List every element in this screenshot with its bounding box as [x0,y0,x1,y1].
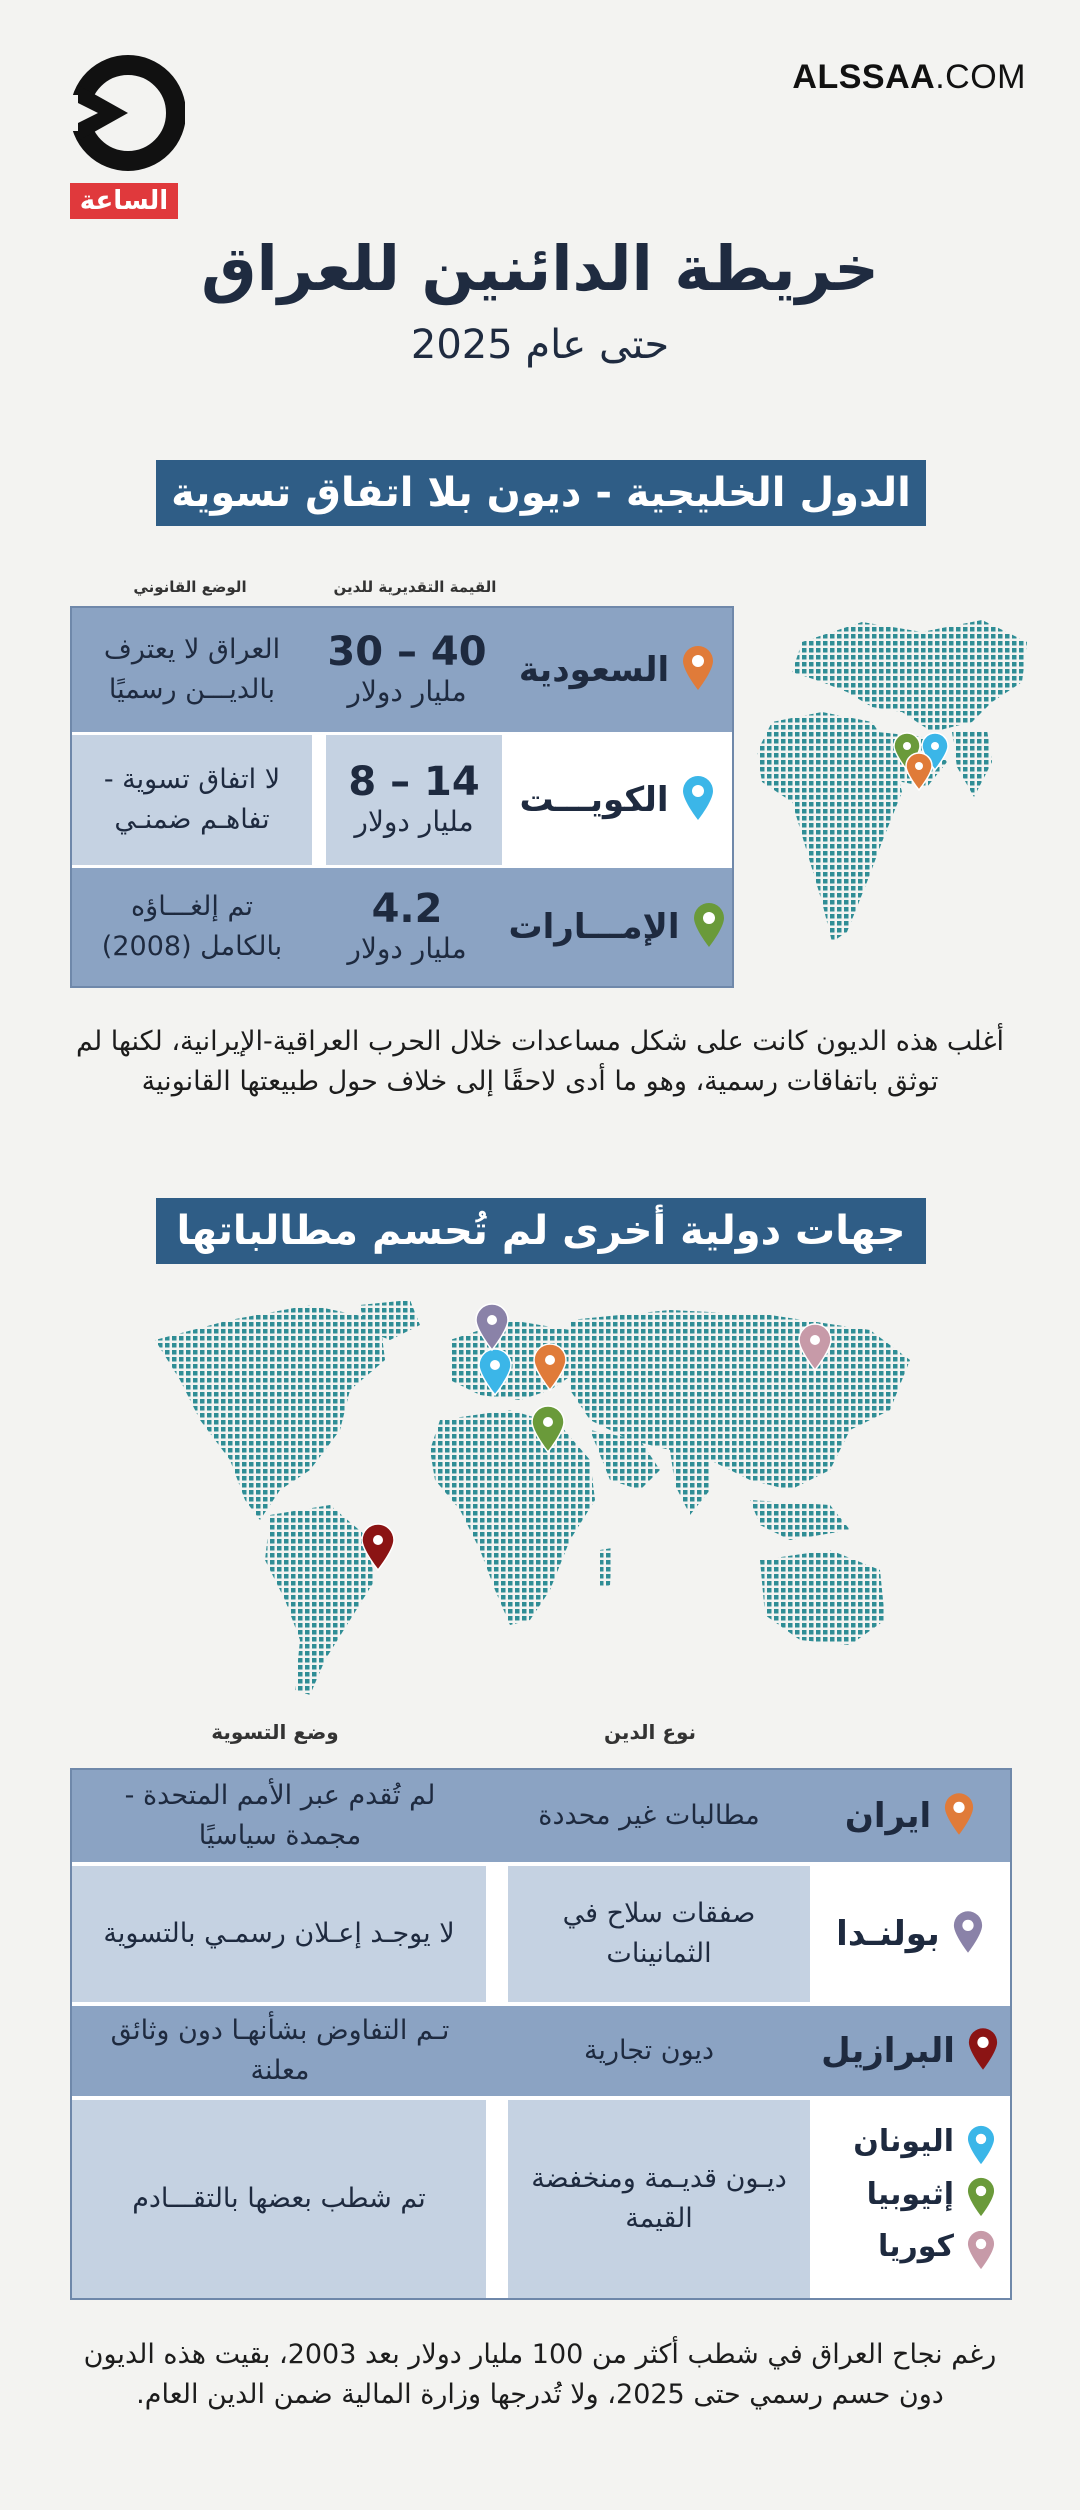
site-tld: .COM [935,58,1026,96]
col-head-type: نوع الدين [603,1720,697,1744]
status-cell [72,868,312,986]
type-cell [488,1770,810,1862]
world-map [150,1300,950,1700]
alssaa-logo[interactable] [70,55,185,220]
legal-status: العراق لا يعترف بالديـــن رسميًا [103,634,281,705]
page-title: خريطة الدائنين للعراق [201,232,879,305]
country-cell [810,2006,1010,2096]
map-pin-icon [681,775,715,825]
debt-type: ديـون قديـمة ومنخفضة القيمة [531,2163,787,2234]
country-name: إثيوبيا [866,2176,954,2212]
country-cell [502,608,732,732]
legal-status: لا اتفاق تسوية - تفاهـم ضمنـي [103,764,281,835]
country-name: بولنـدا [836,1914,940,1954]
country-name: اليونان [853,2124,954,2160]
logo-label: الساعة [70,183,178,219]
gulf-debt-table [70,606,734,988]
site-main: ALSSAA [792,58,936,96]
country-cell [810,1770,1010,1862]
map-pin-icon [692,902,726,952]
table-row [72,2006,1010,2096]
settlement-status: لا يوجـد إعـلان رسمـي بالتسوية [103,1918,455,1949]
debt-value: 4.2 [371,886,443,932]
site-url[interactable] [792,58,1026,97]
column-gap [486,2100,508,2298]
country-cell [502,868,732,986]
settlement-status: تـم التفاوض بشأنهـا دون وثائق معلنة [110,2015,450,2086]
country-entry [867,2177,996,2222]
settlement-status: لم تُقدم عبر الأمم المتحدة - مجمدة سياسيًا [124,1780,436,1851]
debt-type: مطالبات غير محددة [538,1800,760,1831]
map-pin-icon [966,2230,996,2274]
section1-banner: الدول الخليجية - ديون بلا اتفاق تسوية [156,460,926,526]
section2-note: رغم نجاح العراق في شطب أكثر من 100 مليار دولار بعد 2003، بقيت هذه الديون دون حسم رسمي حتى 2025، ولا تُدرجها وزارة المالية ضمن الدين العام. [83,2339,997,2410]
map-pin-icon [943,1792,975,1840]
column-gap [486,1866,508,2002]
map-pin-icon [966,2125,996,2169]
country-cell [810,1866,1010,2002]
debt-unit: مليار دولار [354,805,474,838]
country-entry [878,2229,996,2274]
section1-note: أغلب هذه الديون كانت على شكل مساعدات خلال الحرب العراقية-الإيرانية، لكنها لم توثق باتفاقات رسمية، وهو ما أدى لاحقًا إلى خلاف حول طبيعتها القانونية [76,1026,1004,1097]
map-pin-icon [681,645,715,695]
country-name: الكويـــت [519,780,669,820]
settlement-cell [72,1770,488,1862]
map-pin-icon [952,1910,984,1958]
table-row [72,1770,1010,1862]
country-cell [810,2100,1010,2298]
legal-status: تم إلغـــاؤه بالكامل (2008) [101,891,283,962]
status-cell [72,735,312,865]
column-gap [312,735,326,865]
value-cell [312,868,502,986]
table-row [72,2100,1010,2298]
settlement-status: تم شطب بعضها بالتقـــادم [132,2183,426,2214]
country-entry [853,2124,996,2169]
debt-type: صفقات سلاح في الثمانينات [562,1898,756,1969]
international-debt-table [70,1768,1012,2300]
section2-banner: جهات دولية أخرى لم تُحسم مطالباتها [156,1198,926,1264]
type-cell [508,1866,810,2002]
country-name: الإمـــارات [508,907,680,947]
country-name: ايران [844,1796,932,1836]
map-pin-icon [966,2177,996,2221]
debt-unit: مليار دولار [347,932,467,965]
value-cell [312,608,502,732]
page-subtitle: حتى عام 2025 [410,322,670,368]
settlement-cell [72,2006,488,2096]
map-pin-icon [967,2027,999,2075]
table-row [72,608,732,732]
value-cell [326,735,502,865]
debt-value: 8 – 14 [348,759,480,805]
table-row [72,1866,1010,2002]
settlement-cell [72,1866,486,2002]
col-head-settlement: وضع التسوية [211,1720,339,1744]
debt-unit: مليار دولار [347,675,467,708]
col-head-status: الوضع القانوني [133,578,247,596]
debt-value: 30 – 40 [327,629,487,675]
country-cell [502,735,732,865]
region-map [752,612,1032,952]
settlement-cell [72,2100,486,2298]
country-name: البرازيل [821,2031,955,2071]
country-name: السعودية [518,650,670,690]
type-cell [508,2100,810,2298]
table-row [72,735,732,865]
type-cell [488,2006,810,2096]
col-head-value: القيمة التقديرية للدين [333,578,497,596]
country-name: كوريا [877,2229,954,2265]
table-row [72,868,732,986]
status-cell [72,608,312,732]
logo-mark-icon [70,55,185,175]
debt-type: ديون تجارية [583,2035,715,2066]
